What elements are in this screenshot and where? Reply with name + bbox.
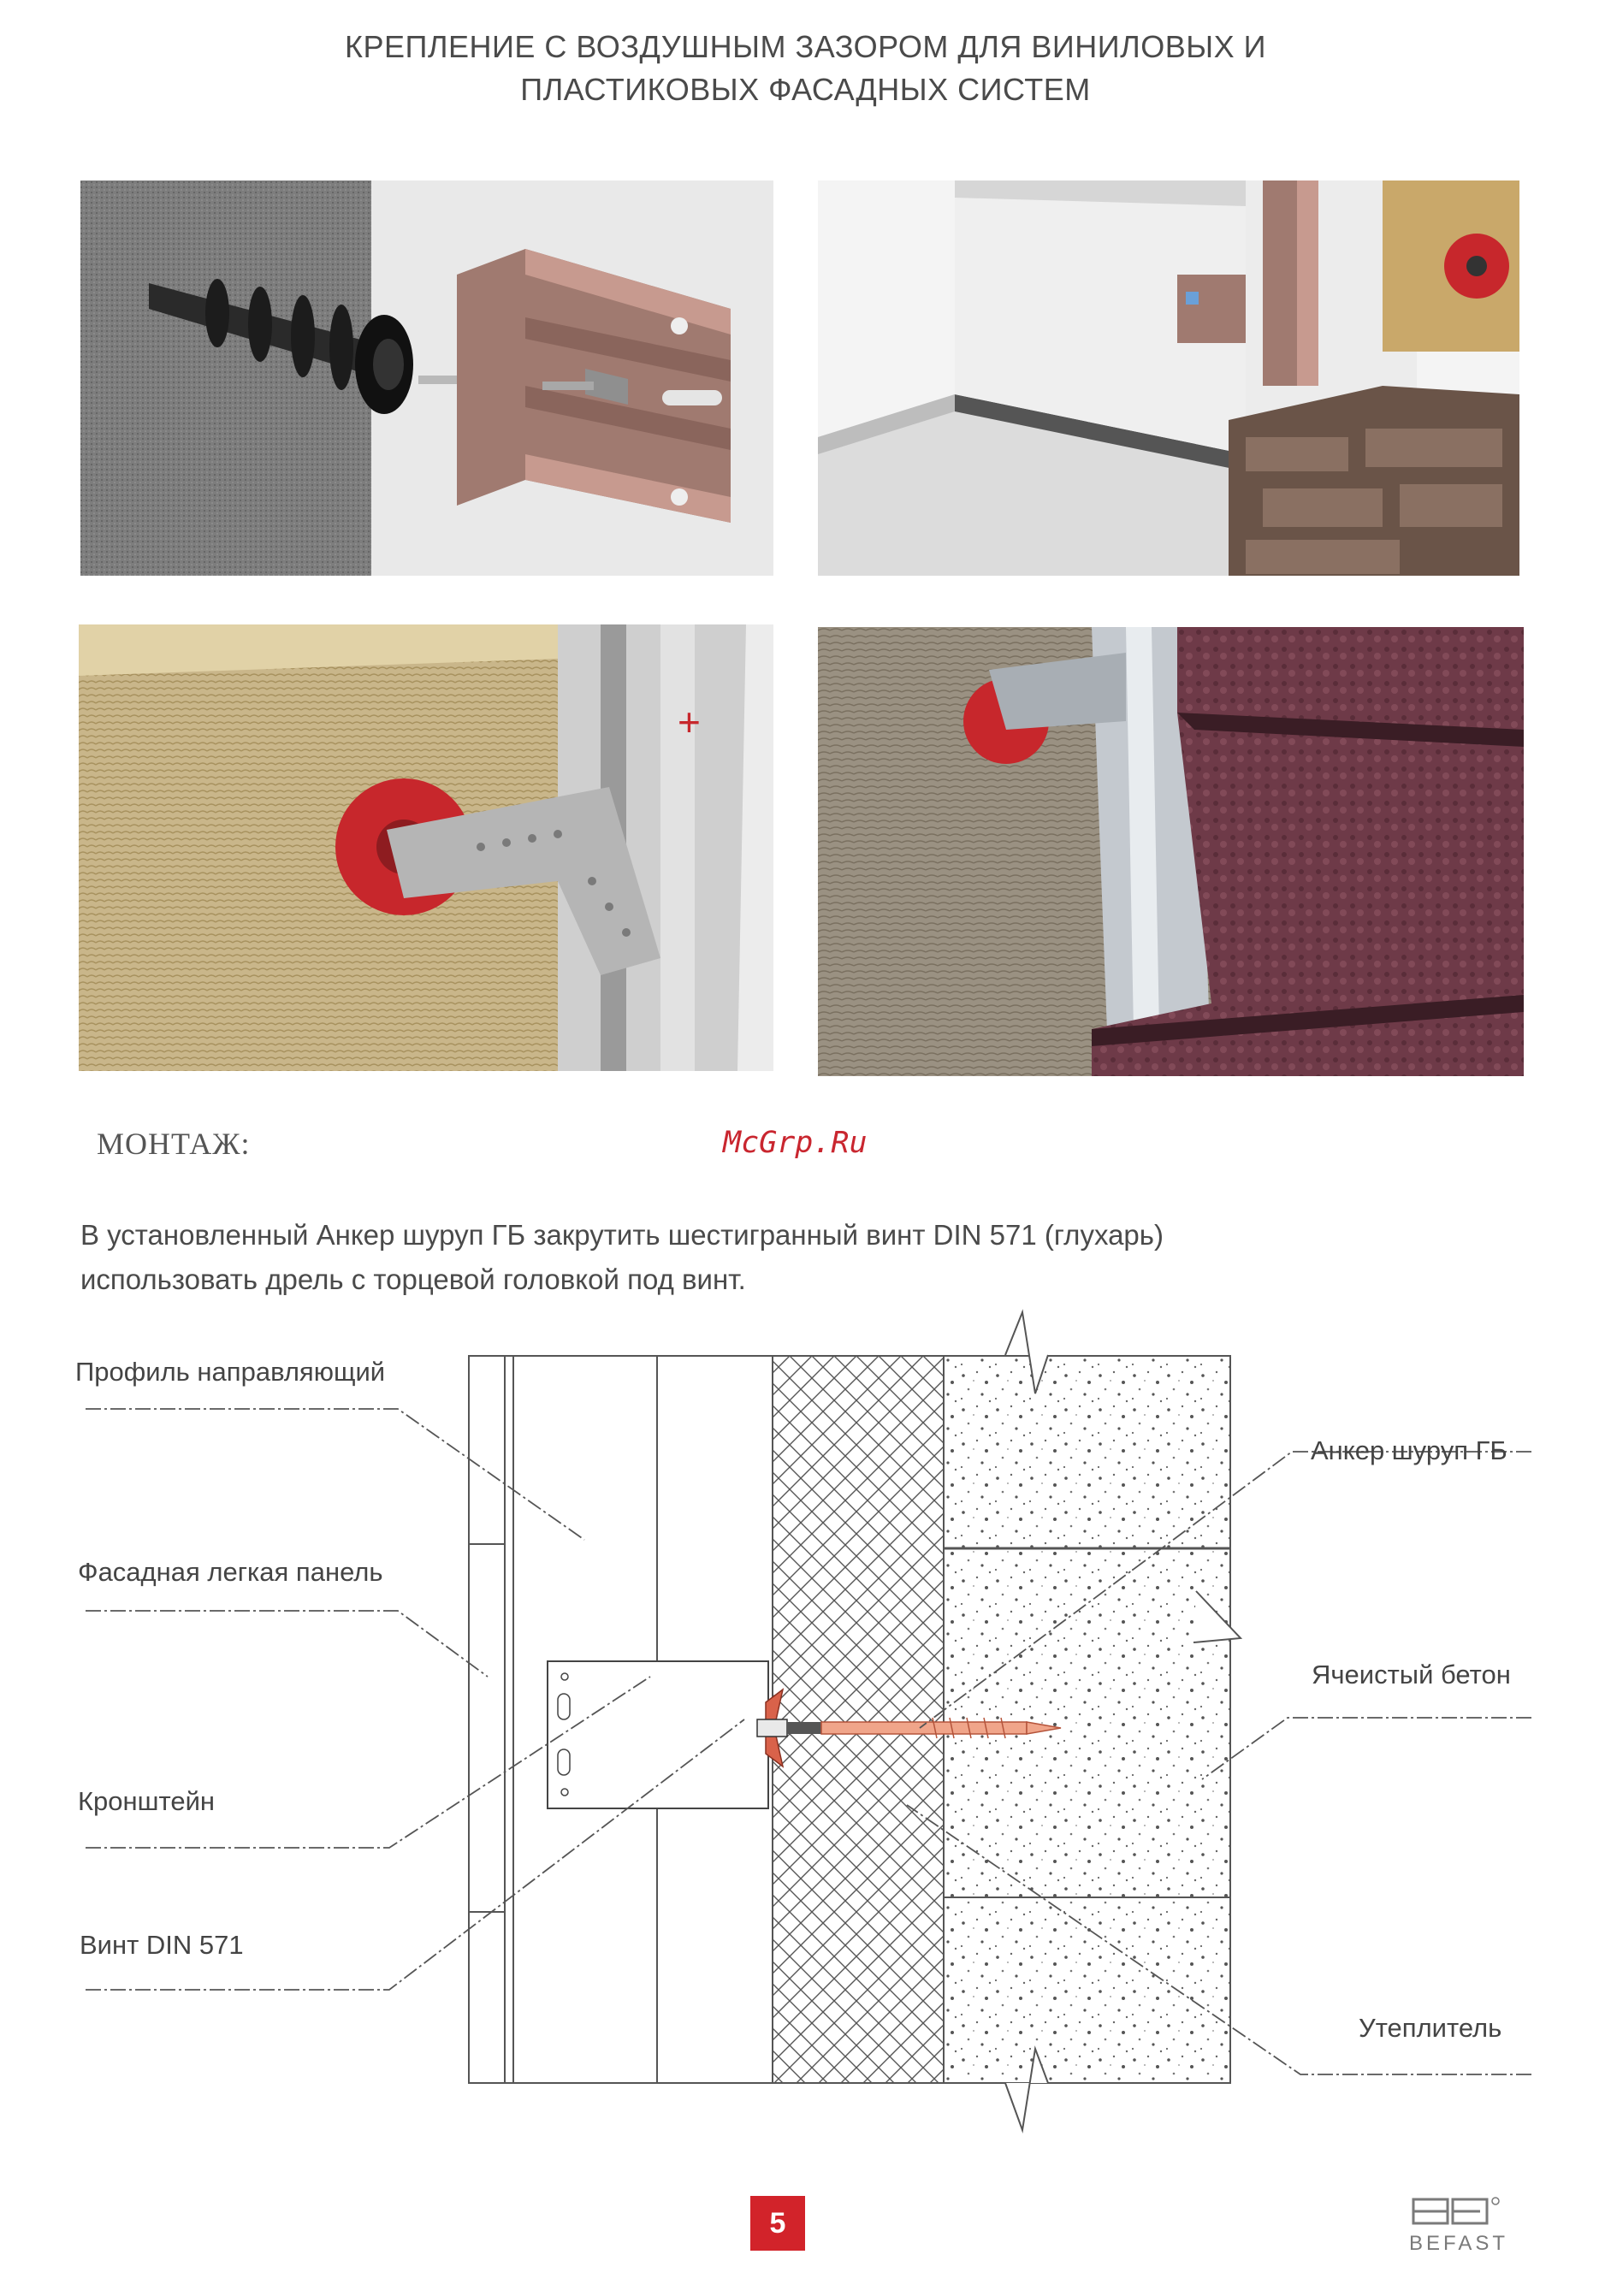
label-facade-panel: Фасадная легкая панель (78, 1557, 383, 1587)
photo-aerated-block-facade (818, 180, 1519, 576)
watermark-link[interactable]: McGrp.Ru (723, 1126, 868, 1160)
label-concrete: Ячеистый бетон (1312, 1660, 1511, 1689)
label-insulation: Утеплитель (1359, 2013, 1502, 2043)
label-screw: Винт DIN 571 (80, 1930, 244, 1960)
mounting-diagram (0, 1300, 1611, 2156)
instruction-line-1: В установленный Анкер шуруп ГБ закрутить шестигранный винт DIN 571 (глухарь) (80, 1219, 1164, 1251)
instruction-line-2: использовать дрель с торцевой головкой под винт. (80, 1263, 746, 1295)
section-label: МОНТАЖ: (97, 1127, 251, 1161)
photo-mineral-wool-bracket (79, 624, 773, 1071)
befast-logo (1386, 2194, 1531, 2263)
label-profile: Профиль направляющий (75, 1357, 386, 1387)
svg-text:+: + (678, 700, 701, 744)
instruction-text (80, 1213, 1449, 1302)
page-title-line-1: КРЕПЛЕНИЕ С ВОЗДУШНЫМ ЗАЗОРОМ ДЛЯ ВИНИЛОВЫХ И (344, 29, 1267, 64)
page-number-badge: 5 (750, 2196, 805, 2251)
page-title (0, 26, 1611, 111)
photo-anchor-and-bracket (80, 180, 773, 576)
photo-stone-panel-facade (818, 627, 1524, 1076)
label-anchor: Анкер шуруп ГБ (1311, 1435, 1507, 1465)
label-bracket: Кронштейн (78, 1786, 216, 1816)
page-title-line-2: ПЛАСТИКОВЫХ ФАСАДНЫХ СИСТЕМ (520, 72, 1091, 107)
befast-logo-icon (1386, 2194, 1531, 2232)
befast-logo-text: BEFAST (1408, 2232, 1509, 2255)
